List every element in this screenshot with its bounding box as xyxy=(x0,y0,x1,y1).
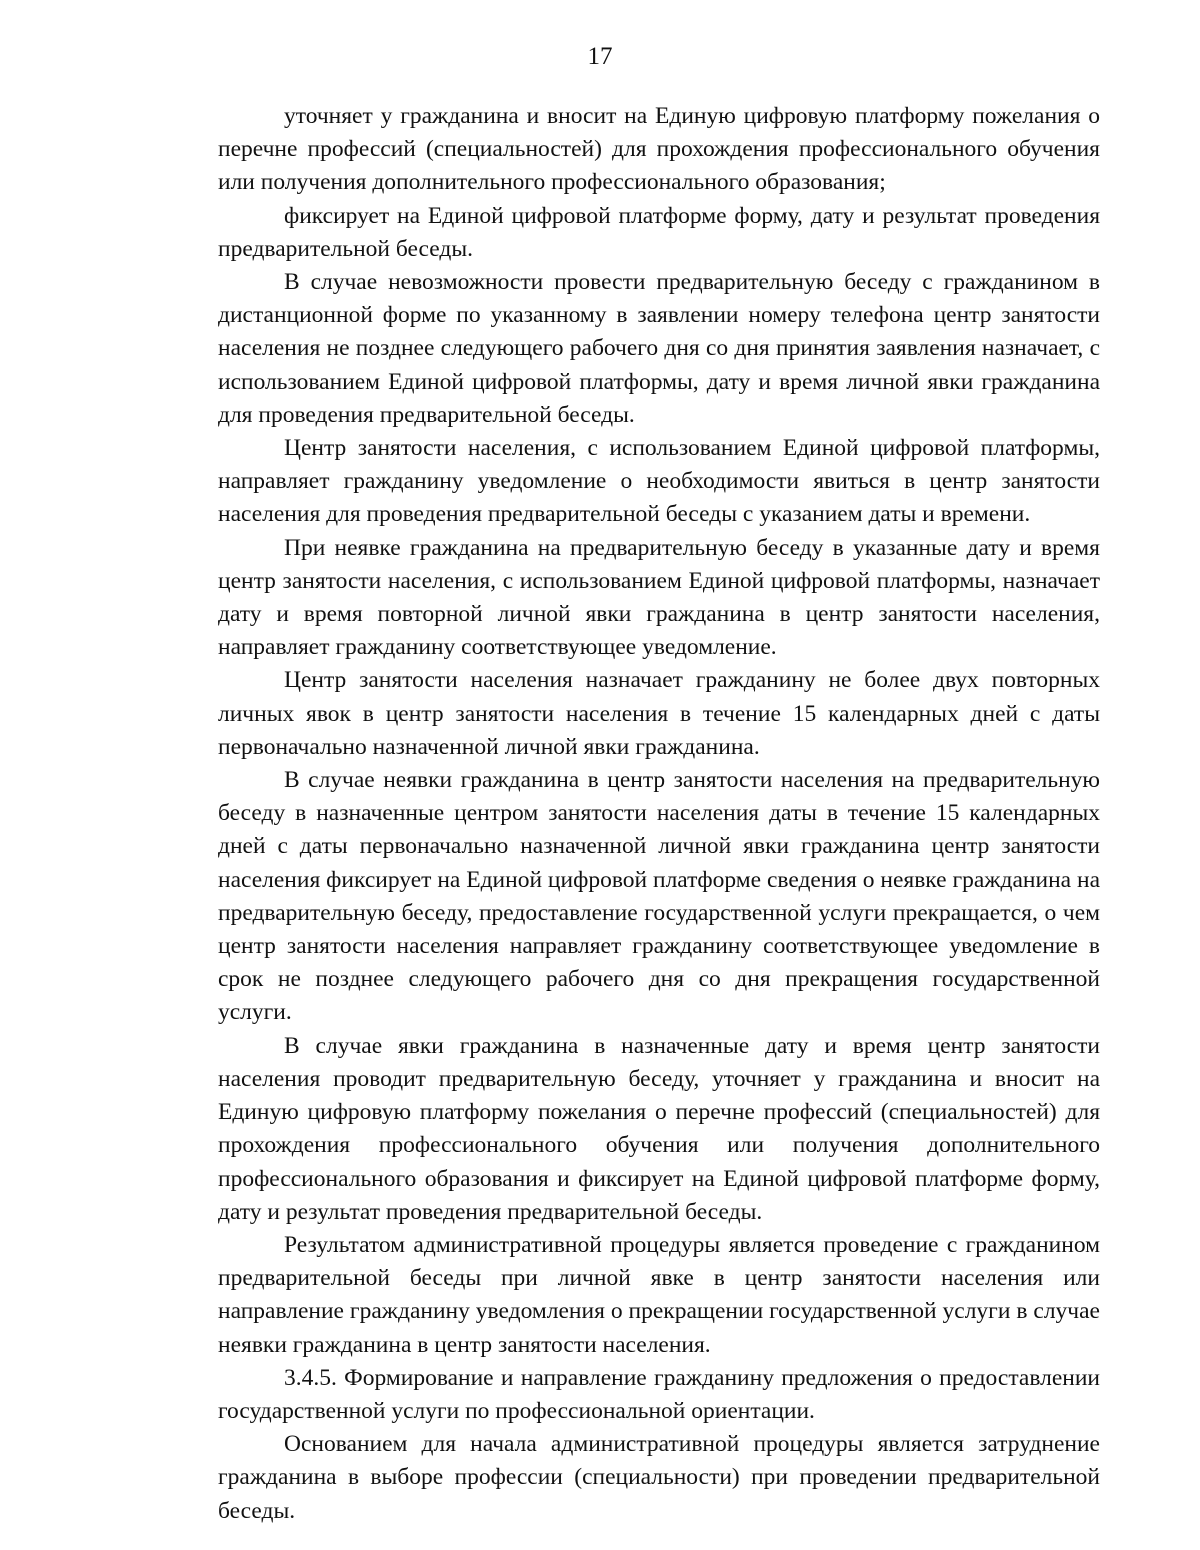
section-heading-3-4-5: 3.4.5. Формирование и направление гражданину предложения о предоставлении государственной услуги по профессиональной ориентации. xyxy=(218,1364,1100,1424)
paragraph-4: Центр занятости населения, с использованием Единой цифровой платформы, направляет гражданину уведомление о необходимости явиться в центр занятости населения для проведения предварительной беседы с указанием даты и времени. xyxy=(218,435,1100,528)
document-body xyxy=(218,100,1100,1528)
paragraph-5: При неявке гражданина на предварительную беседу в указанные дату и время центр занятости населения, с использованием Единой цифровой платформы, назначает дату и время повторной личной явки гражданина в центр занятости населения, направляет гражданину соответствующее уведомление. xyxy=(218,534,1100,661)
page-number: 17 xyxy=(587,43,613,70)
paragraph-3: В случае невозможности провести предварительную беседу с гражданином в дистанционной форме по указанному в заявлении номеру телефона центр занятости населения не позднее следующего рабочего дня со дня принятия заявления назначает, с использованием Единой цифровой платформы, дату и время личной явки гражданина для проведения предварительной беседы. xyxy=(218,269,1100,428)
paragraph-2: фиксирует на Единой цифровой платформе форму, дату и результат проведения предварительной беседы. xyxy=(218,202,1100,262)
paragraph-8: В случае явки гражданина в назначенные дату и время центр занятости населения проводит предварительную беседу, уточняет у гражданина и вносит на Единую цифровую платформу пожелания о перечне профессий (специальностей) для прохождения профессионального обучения или получения дополнительного профессионального образования и фиксирует на Единой цифровой платформе форму, дату и результат проведения предварительной беседы. xyxy=(218,1032,1100,1225)
paragraph-9: Результатом административной процедуры является проведение с гражданином предварительной беседы при личной явке в центр занятости населения или направление гражданину уведомления о прекращении государственной услуги в случае неявки гражданина в центр занятости населения. xyxy=(218,1231,1100,1358)
paragraph-7: В случае неявки гражданина в центр занятости населения на предварительную беседу в назначенные центром занятости населения даты в течение 15 календарных дней с даты первоначально назначенной личной явки гражданина центр занятости населения фиксирует на Единой цифровой платформе сведения о неявке гражданина на предварительную беседу, предоставление государственной услуги прекращается, о чем центр занятости населения направляет гражданину соответствующее уведомление в срок не позднее следующего рабочего дня со дня прекращения государственной услуги. xyxy=(218,767,1100,1026)
paragraph-11: Основанием для начала административной процедуры является затруднение гражданина в выборе профессии (специальности) при проведении предварительной беседы. xyxy=(218,1431,1100,1524)
paragraph-1: уточняет у гражданина и вносит на Единую цифровую платформу пожелания о перечне профессий (специальностей) для прохождения профессионального обучения или получения дополнительного профессионального образования; xyxy=(218,103,1100,196)
paragraph-6: Центр занятости населения назначает гражданину не более двух повторных личных явок в центр занятости населения в течение 15 календарных дней с даты первоначально назначенной личной явки гражданина. xyxy=(218,667,1100,760)
